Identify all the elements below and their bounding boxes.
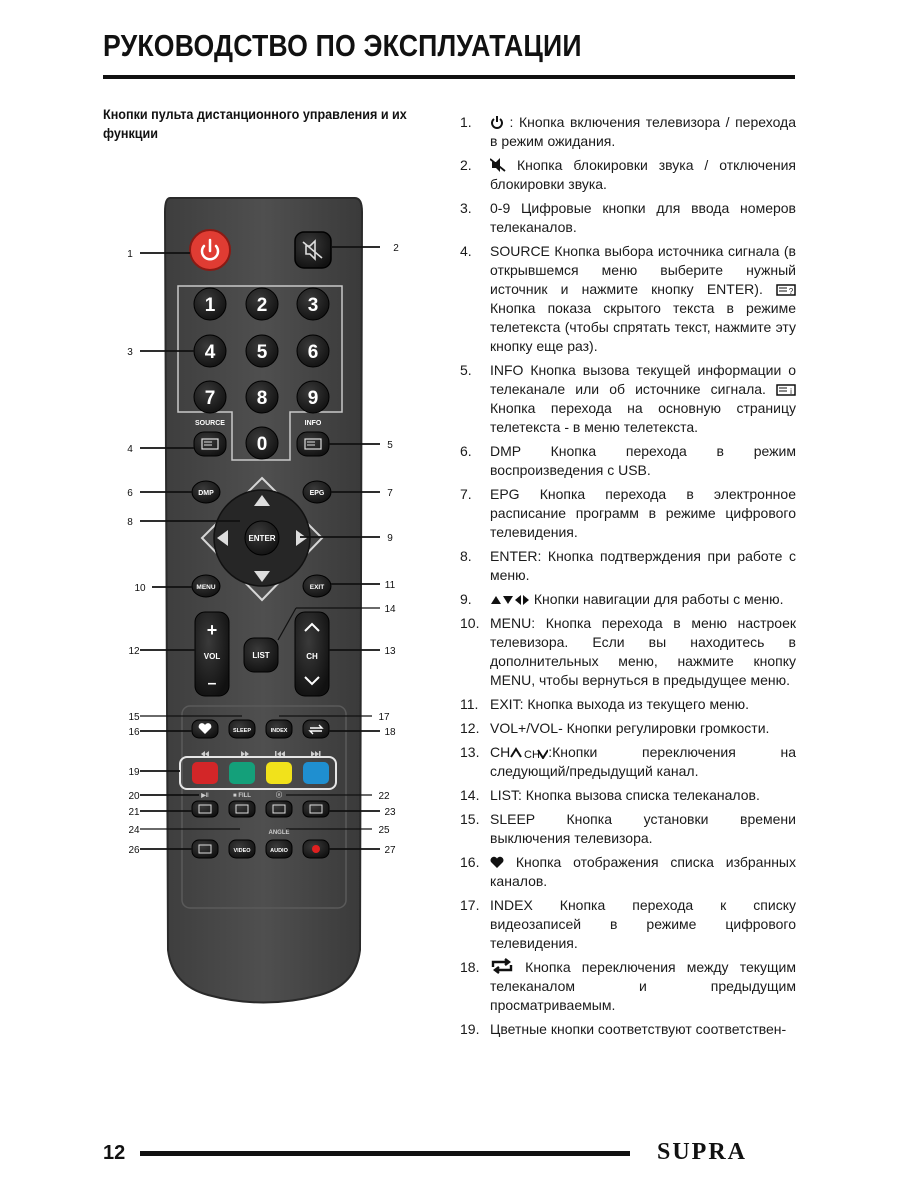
digit-key-0 [246, 427, 278, 459]
list-item: 11. EXIT: Кнопка выхода из текущего меню. [460, 696, 749, 712]
list-item: 13. CH CH :Кнопки переключения на следующий/предыдущий канал. [460, 744, 796, 779]
list-item: 2. Кнопка блокировки звука / отключения блокировки звука. [460, 157, 797, 192]
svg-text:15: 15 [128, 712, 140, 723]
svg-text:CH: CH [524, 749, 541, 759]
info-label: INFO [304, 420, 322, 427]
svg-text:SLEEP: SLEEP [232, 728, 252, 734]
svg-text:8: 8 [256, 388, 268, 409]
svg-text:6: 6 [127, 488, 133, 499]
list-item: 17. INDEX Кнопка перехода к списку видеозаписей в режиме цифрового телевидения. [460, 897, 796, 951]
section-title: Кнопки пульта дистанционного управления и их функции [103, 106, 407, 141]
menu-label: MENU [196, 584, 216, 591]
svg-text:▶‖: ▶‖ [201, 793, 209, 799]
list-item: 6. DMP Кнопка перехода в режим воспроизведения с USB. [460, 443, 796, 478]
list-item: 4. SOURCE Кнопка выбора источника сигнала (в открывшемся меню выберите нужный источник и нажмите кнопку ENTER). ? Кнопка показа скрытого текста в режиме телетекста (чтобы спрятать текст, нажмите эту кнопку еще раз). [460, 243, 796, 354]
digit-key-8 [246, 381, 278, 413]
page-title: РУКОВОДСТВО ПО ЭКСПЛУАТАЦИИ [103, 28, 582, 63]
svg-text:19: 19 [128, 767, 140, 778]
svg-text:10: 10 [134, 583, 146, 594]
recall-button [303, 720, 329, 738]
list-item: 19. Цветные кнопки соответствуют соответствен- [460, 1021, 787, 1037]
svg-text:4: 4 [127, 444, 133, 455]
yellow-key [266, 762, 292, 784]
info-button [297, 432, 329, 456]
epg-label: EPG [309, 490, 325, 497]
list-label: LIST [252, 651, 270, 660]
svg-text:1: 1 [127, 249, 133, 260]
svg-text:7: 7 [204, 388, 216, 409]
svg-text:3: 3 [307, 295, 319, 316]
teletext-index-icon [776, 384, 796, 396]
digit-key-7 [194, 381, 226, 413]
svg-text:17: 17 [378, 712, 390, 723]
svg-text:20: 20 [128, 791, 140, 802]
list-item: 12. VOL+/VOL- Кнопки регулировки громкости. [460, 720, 770, 736]
list-item: 7. EPG Кнопка перехода в электронное расписание программ в режиме цифрового телевидения. [460, 486, 796, 540]
source-label: SOURCE [195, 420, 225, 427]
svg-text:VIDEO: VIDEO [233, 848, 251, 854]
nav-arrows-icon [490, 594, 530, 606]
svg-text:16: 16 [128, 727, 140, 738]
enter-label: ENTER [248, 534, 276, 543]
subtitle-button [192, 840, 218, 858]
red-key [192, 762, 218, 784]
svg-text:5: 5 [387, 440, 393, 451]
dmp-label: DMP [198, 490, 214, 497]
blue-key [303, 762, 329, 784]
source-button [194, 432, 226, 456]
svg-text:13: 13 [384, 646, 396, 657]
svg-text:12: 12 [128, 646, 140, 657]
list-item: 14. LIST: Кнопка вызова списка телеканалов. [460, 787, 760, 803]
digit-key-2 [246, 288, 278, 320]
brand-logo: SUPRA [657, 1139, 748, 1165]
digit-key-9 [297, 381, 329, 413]
svg-text:9: 9 [307, 388, 319, 409]
svg-text:i: i [790, 387, 792, 396]
green-key [229, 762, 255, 784]
remote-diagram [120, 190, 420, 1110]
svg-text:AUDIO: AUDIO [270, 848, 288, 854]
list-item: 3. 0-9 Цифровые кнопки для ввода номеров телеканалов. [460, 200, 796, 235]
svg-text:14: 14 [384, 604, 396, 615]
svg-text:5: 5 [256, 342, 268, 363]
digit-key-3 [297, 288, 329, 320]
list-item: 18. Кнопка переключения между текущим телеканалом и предыдущим просматриваемым. [460, 959, 797, 1013]
svg-text:0: 0 [256, 434, 268, 455]
svg-text:6: 6 [307, 342, 319, 363]
digit-key-5 [246, 335, 278, 367]
svg-text:INDEX: INDEX [270, 728, 288, 734]
svg-text:23: 23 [384, 807, 396, 818]
digit-key-4 [194, 335, 226, 367]
svg-text:–: – [207, 675, 217, 692]
svg-text:1: 1 [204, 295, 216, 316]
svg-text:18: 18 [384, 727, 396, 738]
svg-text:8: 8 [127, 517, 133, 528]
function-list [460, 113, 796, 1039]
recall-icon [490, 958, 514, 974]
svg-text:26: 26 [128, 845, 140, 856]
power-icon [490, 115, 504, 129]
svg-text:2: 2 [256, 295, 268, 316]
svg-text:9: 9 [387, 533, 393, 544]
list-item: 10. MENU: Кнопка перехода в меню настроек телевизора. Если вы находитесь в дополнительных меню, нажмите кнопку MENU, чтобы вернуться в предыдущее меню. [460, 615, 796, 688]
svg-text:21: 21 [128, 807, 140, 818]
title-rule [103, 75, 795, 79]
list-item: 5. INFO Кнопка вызова текущей информации о телеканале или об источнике сигнала. i Кнопка перехода на основную страницу телетекста - в меню телетекста. [460, 362, 796, 435]
svg-text:+: + [206, 620, 218, 640]
svg-text:3: 3 [127, 347, 133, 358]
list-item: 9. Кнопки навигации для работы с меню. [460, 591, 784, 607]
page-number: 12 [103, 1142, 126, 1164]
svg-text:2: 2 [393, 243, 399, 254]
svg-text:24: 24 [128, 825, 140, 836]
exit-label: EXIT [309, 584, 325, 591]
svg-text:?: ? [788, 287, 794, 296]
mute-icon [490, 158, 506, 172]
svg-text:7: 7 [387, 488, 393, 499]
heart-icon [490, 856, 504, 869]
list-item: 16. Кнопка отображения списка избранных каналов. [460, 854, 796, 889]
svg-text:ⓢ: ⓢ [275, 793, 283, 799]
ch-label: CH [306, 652, 318, 661]
list-item: 8. ENTER: Кнопка подтверждения при работе с меню. [460, 548, 796, 583]
vol-label: VOL [203, 652, 221, 661]
list-item: 15. SLEEP Кнопка установки времени выключения телевизора. [460, 811, 796, 846]
svg-text:27: 27 [384, 845, 396, 856]
svg-text:22: 22 [378, 791, 390, 802]
digit-key-1 [194, 288, 226, 320]
digit-key-6 [297, 335, 329, 367]
svg-text:25: 25 [378, 825, 390, 836]
svg-text:■ FILL: ■ FILL [233, 793, 251, 799]
svg-text:ANGLE: ANGLE [268, 830, 290, 836]
ch-up-down-icon [510, 747, 548, 759]
svg-text:11: 11 [384, 580, 396, 591]
teletext-reveal-icon [776, 284, 796, 296]
svg-text:4: 4 [204, 342, 216, 363]
footer-rule [140, 1151, 630, 1156]
record-icon [312, 845, 320, 853]
list-item: 1. : Кнопка включения телевизора / перехода в режим ожидания. [460, 114, 797, 149]
